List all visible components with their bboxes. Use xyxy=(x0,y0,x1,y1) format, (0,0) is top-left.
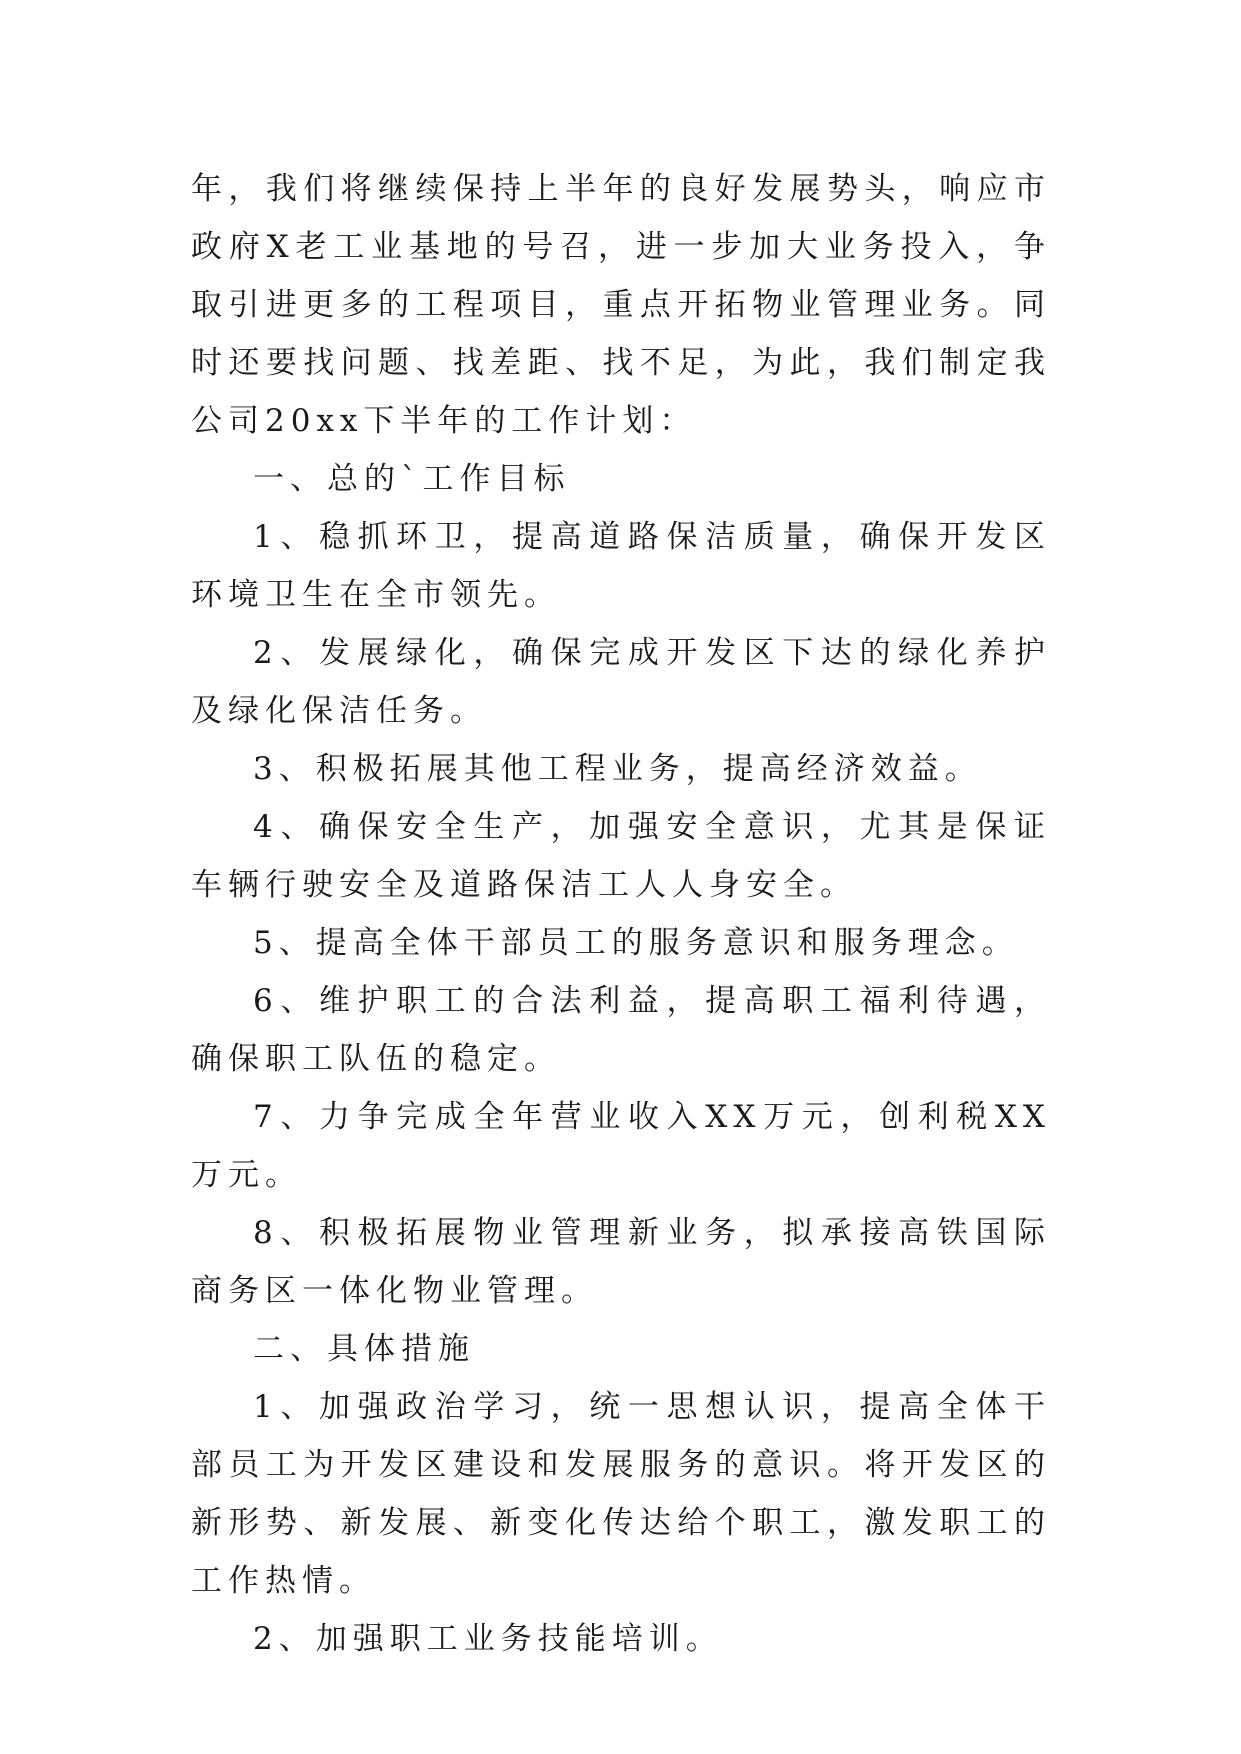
goal-item-4: 4、确保安全生产，加强安全意识，尤其是保证车辆行驶安全及道路保洁工人人身安全。 xyxy=(191,809,1051,903)
goal-item-7: 7、力争完成全年营业收入XX万元，创利税XX万元。 xyxy=(191,1099,1051,1193)
measure-item-1: 1、加强政治学习，统一思想认识，提高全体干部员工为开发区建设和发展服务的意识。将开发区的新形势、新发展、新变化传达给个职工，激发职工的工作热情。 xyxy=(191,1389,1051,1599)
goal-item-8: 8、积极拓展物业管理新业务，拟承接高铁国际商务区一体化物业管理。 xyxy=(191,1215,1051,1309)
goal-item-3: 3、积极拓展其他工程业务，提高经济效益。 xyxy=(253,751,982,787)
goal-item-6: 6、维护职工的合法利益，提高职工福利待遇，确保职工队伍的稳定。 xyxy=(191,983,1051,1077)
measure-item-2: 2、加强职工业务技能培训。 xyxy=(253,1621,723,1657)
goal-item-5: 5、提高全体干部员工的服务意识和服务理念。 xyxy=(253,925,1019,961)
goal-item-2: 2、发展绿化，确保完成开发区下达的绿化养护及绿化保洁任务。 xyxy=(191,635,1051,729)
document-body xyxy=(191,160,1051,1668)
goal-item-1: 1、稳抓环卫，提高道路保洁质量，确保开发区环境卫生在全市领先。 xyxy=(191,519,1051,613)
section-heading-overall-goals: 一、总的`工作目标 xyxy=(253,461,571,497)
section-heading-measures: 二、具体措施 xyxy=(253,1331,475,1367)
paragraph-intro: 年，我们将继续保持上半年的良好发展势头，响应市政府X老工业基地的号召，进一步加大业务投入，争取引进更多的工程项目，重点开拓物业管理业务。同时还要找问题、找差距、找不足，为此，我们制定我公司20xx下半年的工作计划： xyxy=(191,171,1051,439)
